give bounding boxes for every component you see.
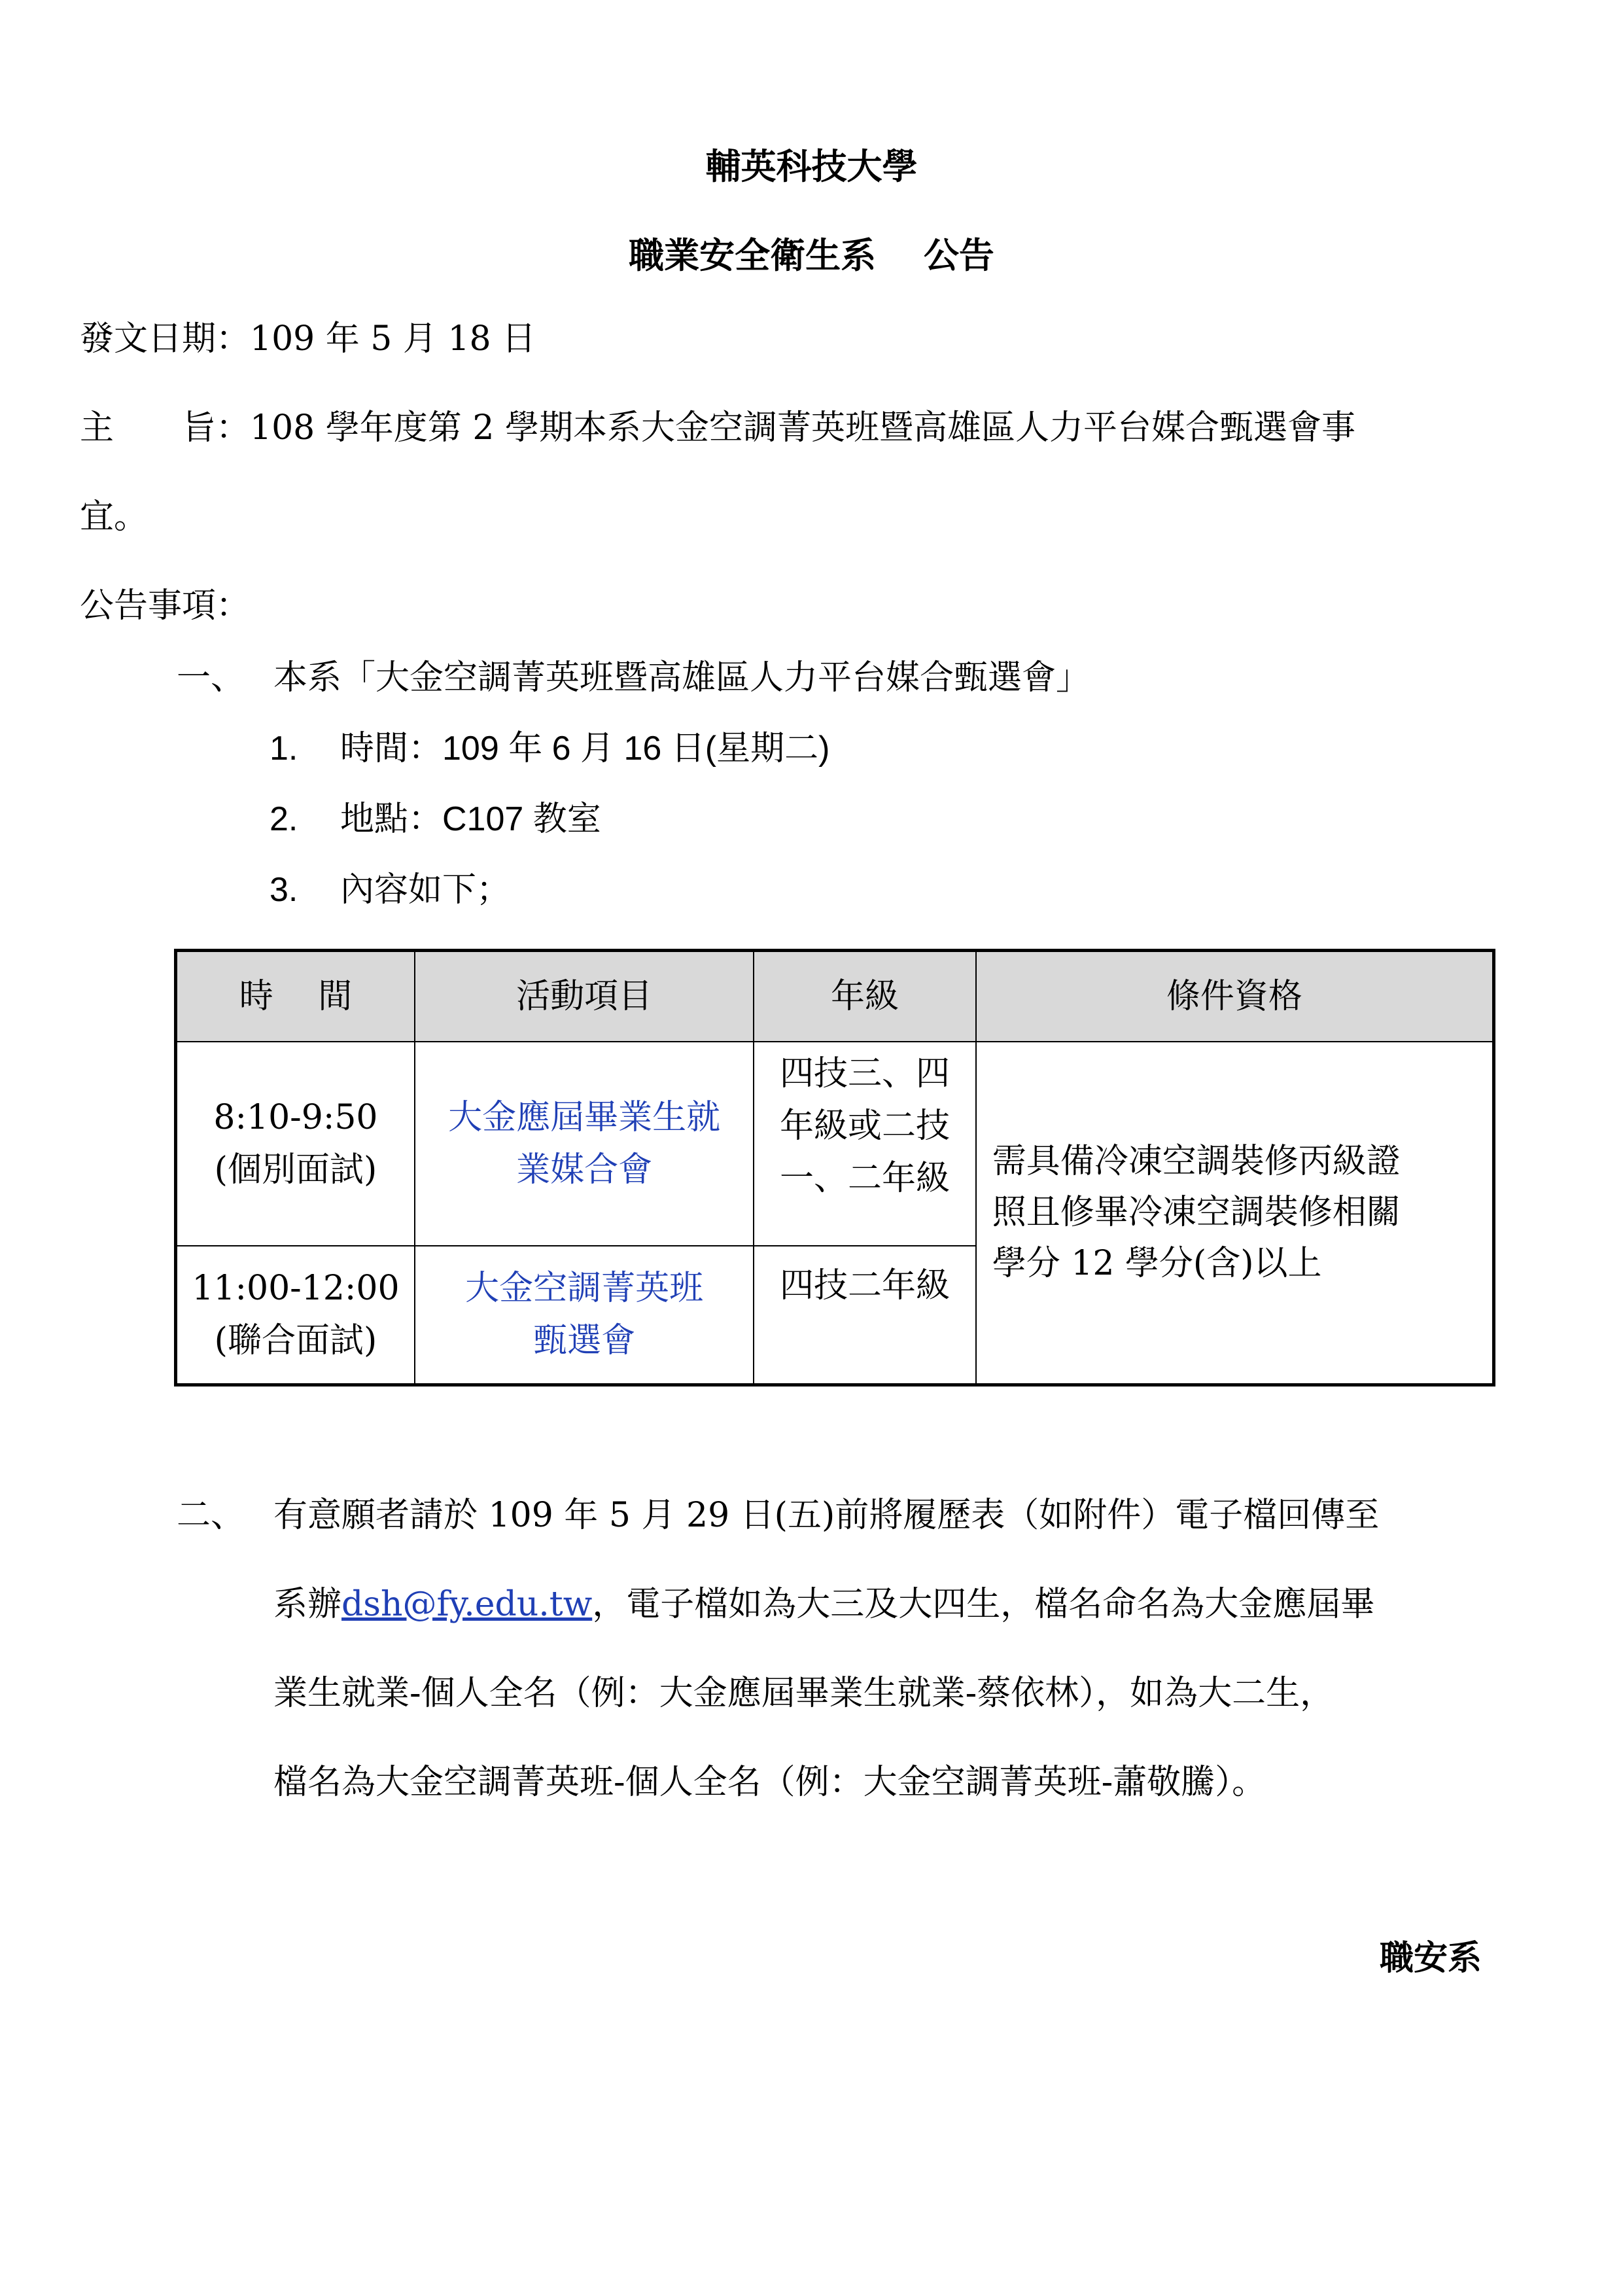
time-value: 8:10-9:50 (213, 1098, 378, 1137)
grade-line: 一、二年級 (780, 1159, 951, 1198)
item-two-line-3: 業生就業-個人全名（例：大金應屆畢業生就業-蔡依林），如為大二生， (273, 1674, 1335, 1713)
item-two-line-4: 檔名為大金空調菁英班-個人全名（例：大金空調菁英班-蕭敬騰）。 (273, 1763, 1266, 1802)
table-row (176, 1042, 1494, 1246)
activity-line: 業媒合會 (516, 1150, 653, 1190)
activity-line: 甄選會 (533, 1321, 636, 1361)
grade-line: 年級或二技 (780, 1106, 951, 1146)
signature: 職安系 (1379, 1939, 1482, 1978)
activity-line: 大金應屆畢業生就 (448, 1098, 721, 1137)
item-one-title: 本系「大金空調菁英班暨高雄區人力平台媒合甄選會」 (273, 658, 1091, 698)
sub-item-content: 內容如下； (340, 871, 511, 909)
condition-cell (976, 1042, 1494, 1385)
subject-line (80, 407, 1355, 449)
header-activity: 活動項目 (415, 951, 754, 1042)
header-grade: 年級 (754, 951, 975, 1042)
grade-line: 四技二年級 (780, 1266, 951, 1305)
grade-line: 四技三、四 (780, 1054, 951, 1093)
grade-cell (754, 1042, 975, 1246)
item-two-line-2-prefix: 系辦 (273, 1585, 342, 1624)
sub-item-num: 1. (270, 730, 298, 768)
table-header-row (176, 951, 1494, 1042)
subject-text-1: 108 學年度第 2 學期本系大金空調菁英班暨高雄區人力平台媒合甄選會事 (250, 408, 1355, 448)
activity-line: 大金空調菁英班 (465, 1269, 704, 1309)
activity-cell (415, 1246, 754, 1385)
time-cell (176, 1246, 415, 1385)
condition-line: 照且修畢冷凍空調裝修相關 (992, 1193, 1401, 1233)
time-note: (個別面試) (214, 1150, 377, 1190)
grade-cell (754, 1246, 975, 1385)
item-two-line-2-suffix: ，電子檔如為大三及大四生，檔名命名為大金應屆畢 (592, 1585, 1375, 1624)
condition-line: 學分 12 學分(含)以上 (992, 1244, 1322, 1284)
time-cell (176, 1042, 415, 1246)
item-one-marker: 一、 (177, 658, 245, 698)
university-title: 輔英科技大學 (705, 146, 918, 187)
item-two-line-2 (273, 1583, 1374, 1625)
sub-item-location: 地點：C107 教室 (340, 800, 601, 838)
email-link[interactable]: dsh@fy.edu.tw (341, 1585, 593, 1624)
item-two-marker: 二、 (177, 1496, 245, 1535)
sub-item-time: 時間：109 年 6 月 16 日(星期二) (340, 730, 830, 768)
header-condition: 條件資格 (976, 951, 1494, 1042)
notice-label: 公告事項： (80, 586, 251, 626)
item-two-line-1: 有意願者請於 109 年 5 月 29 日(五)前將履歷表（如附件）電子檔回傳至 (273, 1496, 1380, 1535)
sub-item-num: 2. (270, 800, 298, 838)
time-value: 11:00-12:00 (192, 1269, 400, 1309)
issue-date: 發文日期：109 年 5 月 18 日 (80, 319, 536, 359)
time-note: (聯合面試) (214, 1321, 377, 1361)
sub-item-num: 3. (270, 871, 298, 909)
condition-line: 需具備冷凍空調裝修丙級證 (992, 1142, 1401, 1182)
header-time: 時 間 (176, 951, 415, 1042)
subject-text-2: 宜。 (80, 497, 148, 537)
schedule-table (174, 949, 1495, 1386)
subject-label: 主 旨： (80, 408, 251, 448)
activity-cell (415, 1042, 754, 1246)
notice-title: 職業安全衛生系 公告 (629, 235, 994, 276)
